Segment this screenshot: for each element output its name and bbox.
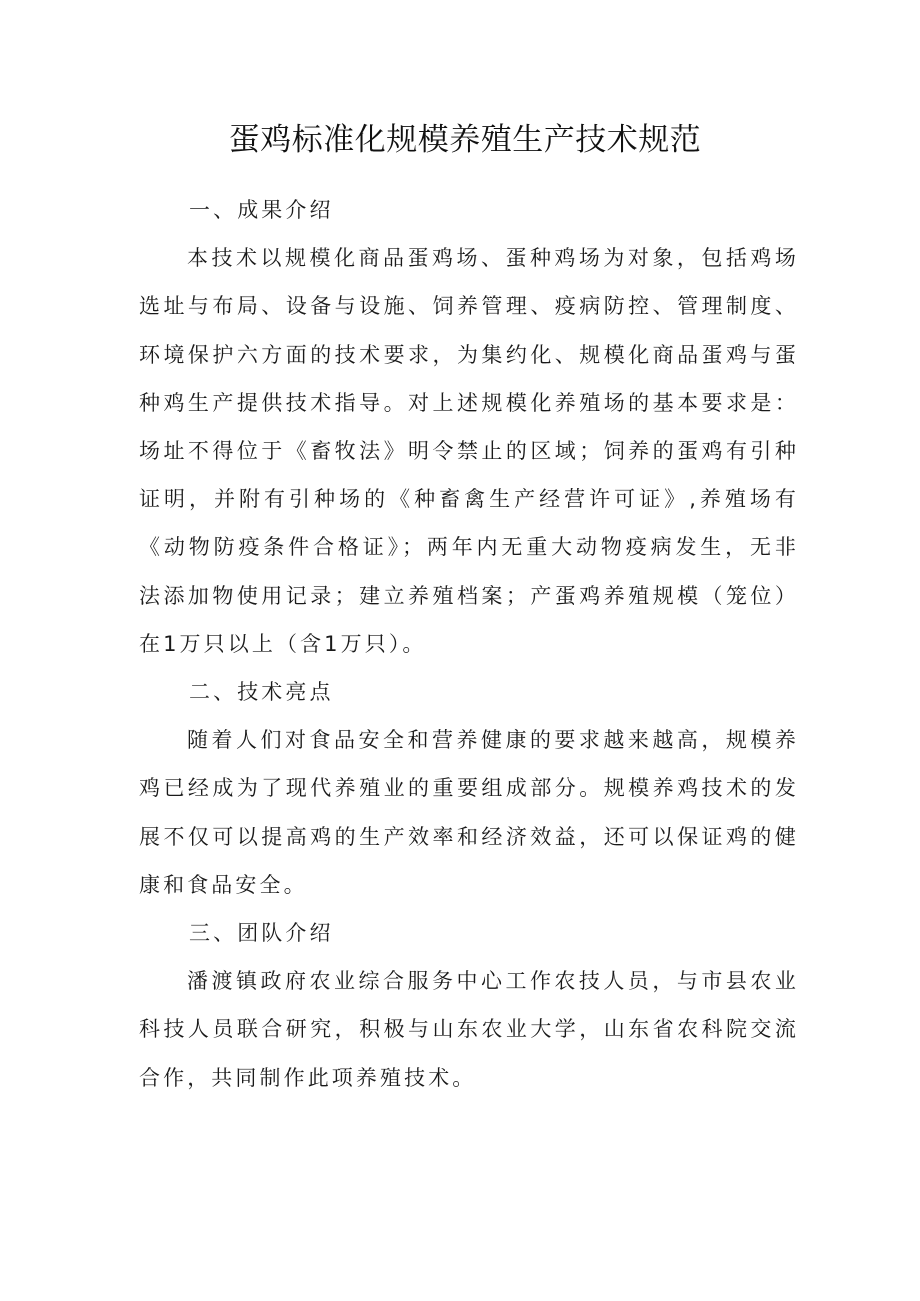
section-heading-achievements: 一、成果介绍 [189,198,334,222]
section-heading-highlights: 二、技术亮点 [189,680,334,705]
section-paragraph-team: 潘渡镇政府农业综合服务中心工作农技人员，与市县农业科技人员联合研究，积极与山东农业大学，山东省农科院交流合作，共同制作此项养殖技术。 [139,969,799,1090]
section-heading-team: 三、团队介绍 [189,921,334,946]
document-title: 蛋鸡标准化规模养殖生产技术规范 [228,122,702,158]
section-paragraph-achievements: 本技术以规模化商品蛋鸡场、蛋种鸡场为对象，包括鸡场选址与布局、设备与设施、饲养管理、疫病防控、管理制度、环境保护六方面的技术要求，为集约化、规模化商品蛋鸡与蛋种鸡生产提供技术指导。对上述规模化养殖场的基本要求是：场址不得位于《畜牧法》明令禁止的区域；饲养的蛋鸡有引种证明，并附有引种场的《种畜禽生产经营许可证》,养殖场有《动物防疫条件合格证》；两年内无重大动物疫病发生，无非法添加物使用记录；建立养殖档案；产蛋鸡养殖规模（笼位）在1万只以上（含1万只）。 [139,246,799,656]
document-body [139,186,799,1102]
section-paragraph-highlights: 随着人们对食品安全和营养健康的要求越来越高，规模养鸡已经成为了现代养殖业的重要组成部分。规模养鸡技术的发展不仅可以提高鸡的生产效率和经济效益，还可以保证鸡的健康和食品安全。 [139,728,799,897]
